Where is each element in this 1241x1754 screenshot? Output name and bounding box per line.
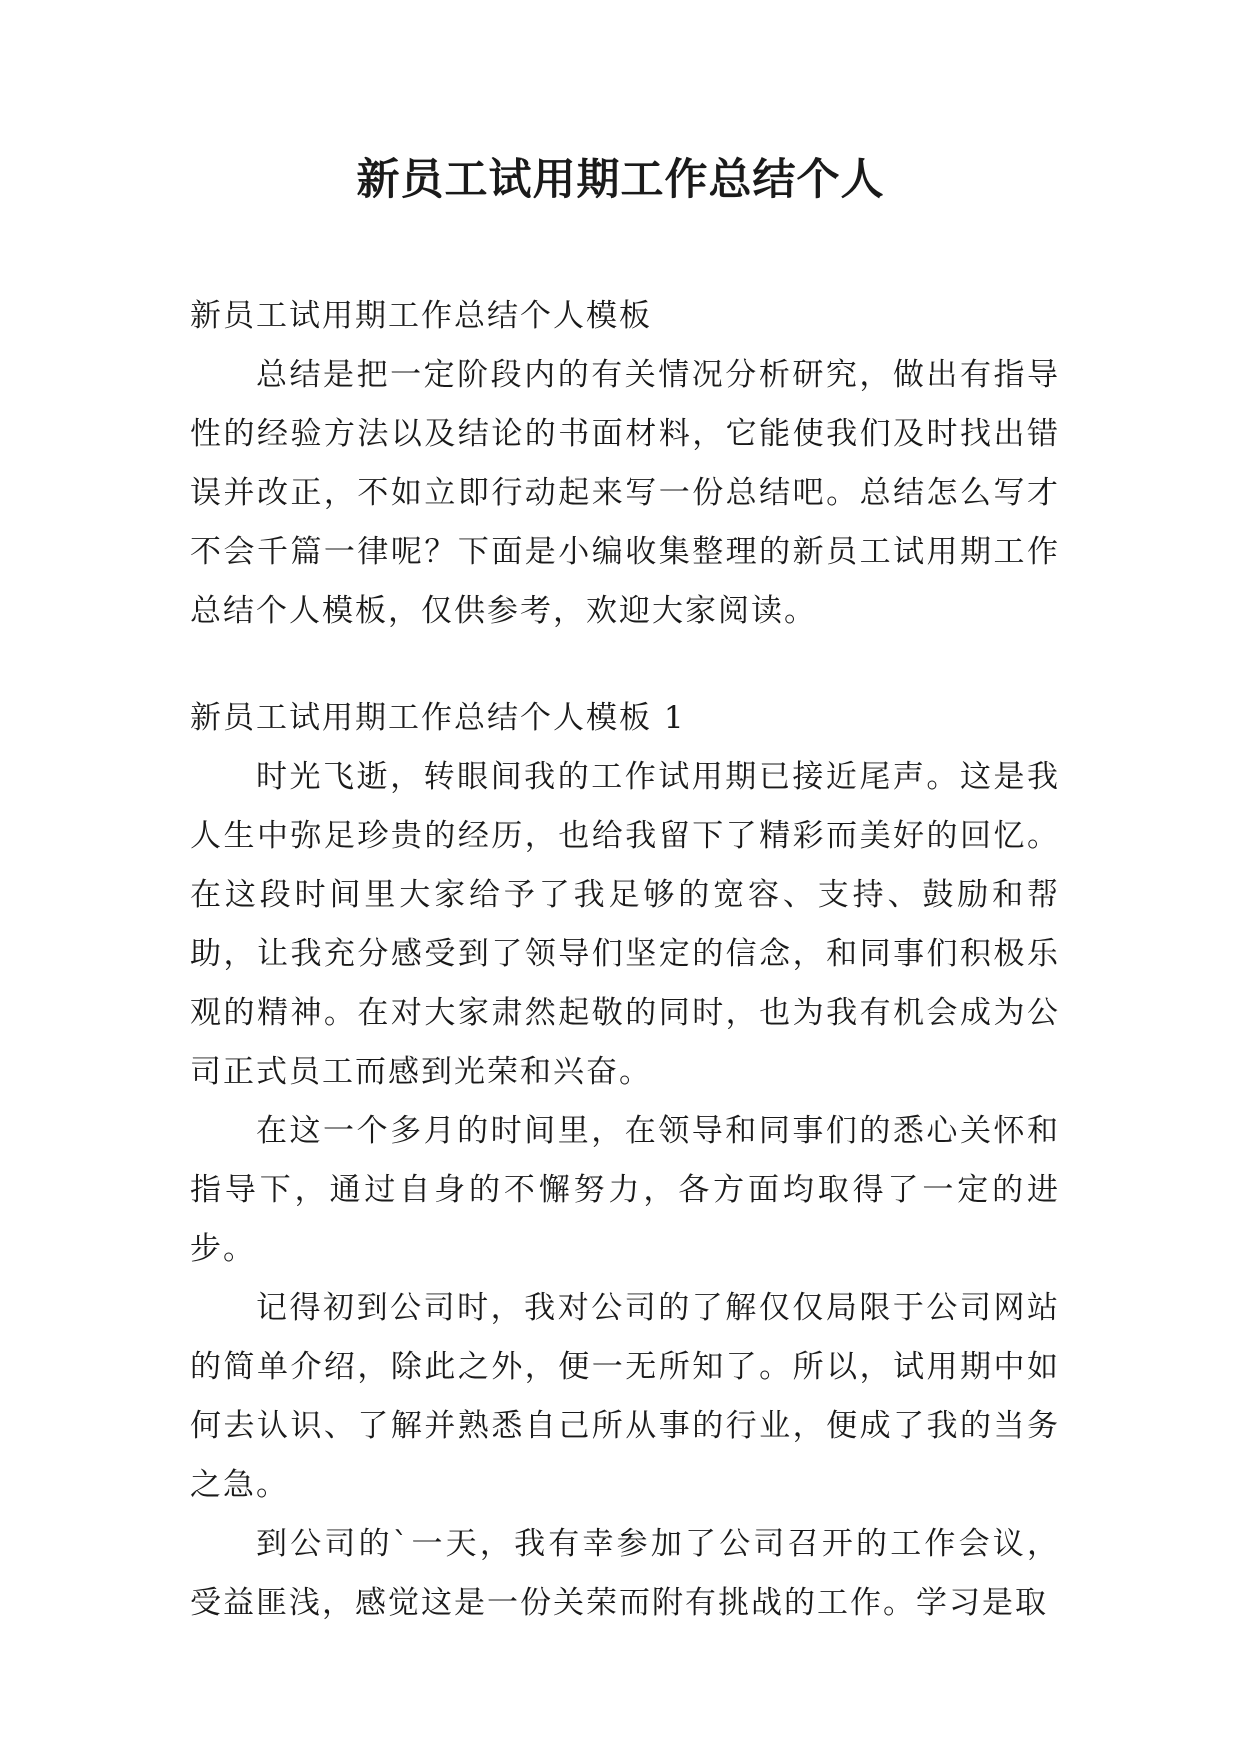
paragraph: 时光飞逝，转眼间我的工作试用期已接近尾声。这是我人生中弥足珍贵的经历，也给我留下了精彩而美好的回忆。在这段时间里大家给予了我足够的宽容、支持、鼓励和帮助，让我充分感受到了领导们坚定的信念，和同事们积极乐观的精神。在对大家肃然起敬的同时，也为我有机会成为公司正式员工而感到光荣和兴奋。 [190, 759, 1060, 1090]
section-heading: 新员工试用期工作总结个人模板 1 [190, 700, 686, 736]
paragraph: 在这一个多月的时间里，在领导和同事们的悉心关怀和指导下，通过自身的不懈努力，各方面均取得了一定的进步。 [190, 1113, 1060, 1267]
paragraph: 总结是把一定阶段内的有关情况分析研究，做出有指导性的经验方法以及结论的书面材料，它能使我们及时找出错误并改正，不如立即行动起来写一份总结吧。总结怎么写才不会千篇一律呢？下面是小编收集整理的新员工试用期工作总结个人模板，仅供参考，欢迎大家阅读。 [190, 357, 1060, 629]
document-title: 新员工试用期工作总结个人 [356, 155, 885, 205]
paragraph: 记得初到公司时，我对公司的了解仅仅局限于公司网站的简单介绍，除此之外，便一无所知了。所以，试用期中如何去认识、了解并熟悉自己所从事的行业，便成了我的当务之急。 [190, 1290, 1060, 1503]
section-heading: 新员工试用期工作总结个人模板 [190, 298, 652, 334]
document-body [190, 287, 1060, 1633]
section-spacer [190, 641, 1060, 689]
paragraph: 到公司的`一天，我有幸参加了公司召开的工作会议，受益匪浅，感觉这是一份关荣而附有挑战的工作。学习是取 [190, 1526, 1060, 1621]
